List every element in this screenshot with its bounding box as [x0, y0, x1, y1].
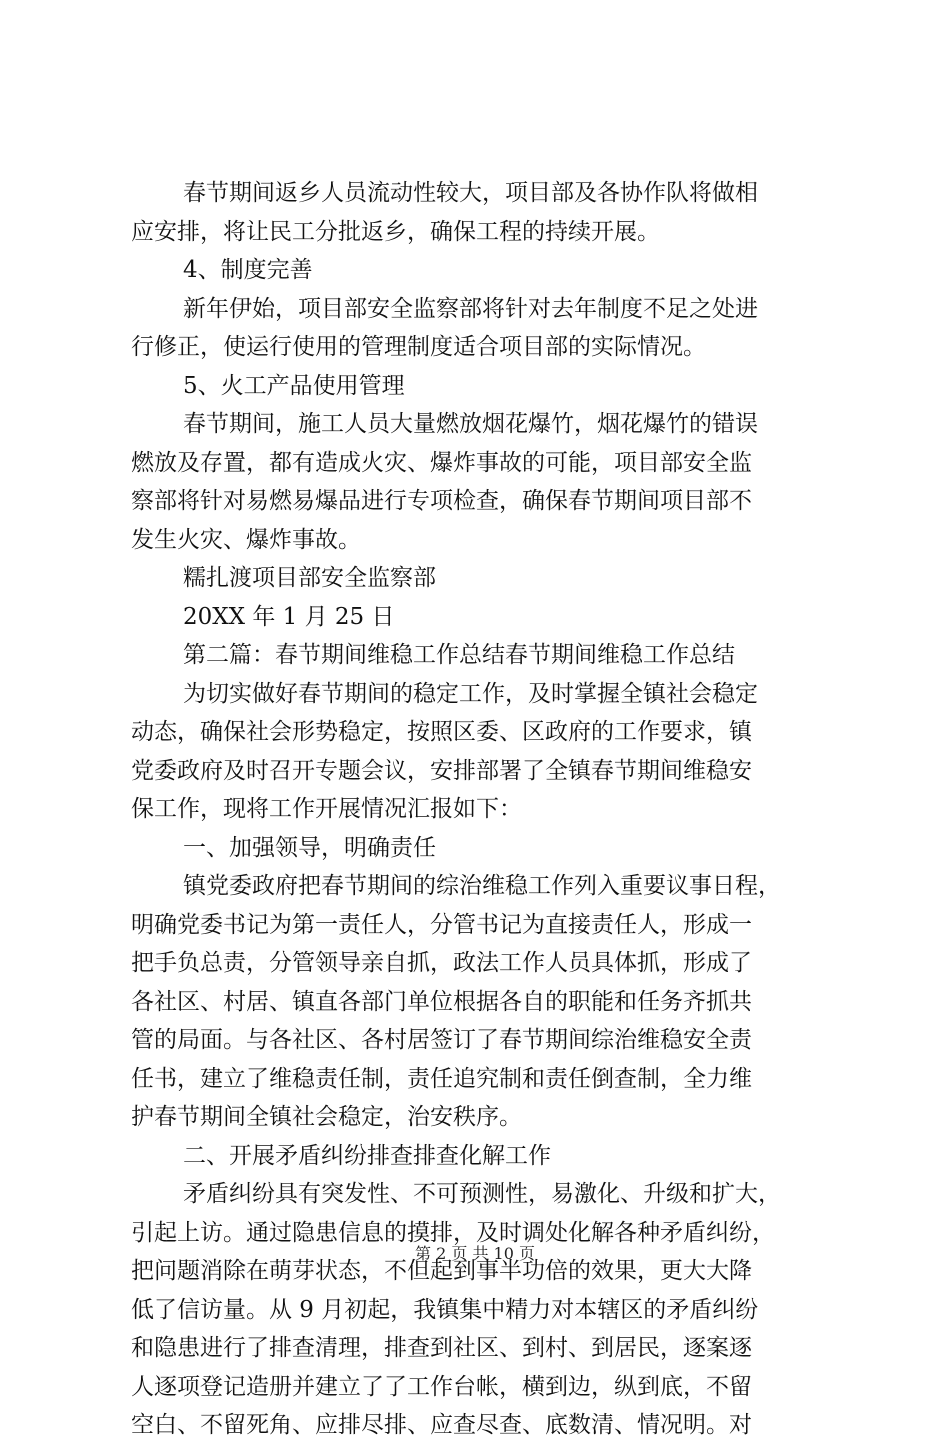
paragraph-line: 为切实做好春节期间的稳定工作，及时掌握全镇社会稳定 — [183, 680, 758, 707]
paragraph-line: 保工作，现将工作开展情况汇报如下： — [131, 796, 522, 822]
signature-date: 20XX 年 1 月 25 日 — [183, 603, 395, 630]
page-number-footer: 第 2 页 共 10 页 — [415, 1244, 535, 1263]
paragraph-line: 明确党委书记为第一责任人，分管书记为直接责任人，形成一 — [131, 911, 752, 938]
paragraph-line: 春节期间，施工人员大量燃放烟花爆竹，烟花爆竹的错误 — [183, 411, 758, 437]
paragraph-line: 党委政府及时召开专题会议，安排部署了全镇春节期间维稳安 — [131, 757, 752, 784]
paragraph-line: 镇党委政府把春节期间的综治维稳工作列入重要议事日程， — [183, 873, 781, 899]
chapter-title: 第二篇：春节期间维稳工作总结春节期间维稳工作总结 — [183, 642, 735, 668]
paragraph-line: 应安排，将让民工分批返乡，确保工程的持续开展。 — [131, 218, 660, 245]
paragraph-line: 察部将针对易燃易爆品进行专项检查，确保春节期间项目部不 — [131, 488, 752, 514]
paragraph-line: 把问题消除在萌芽状态，不但起到事半功倍的效果，更大大降 — [131, 1258, 752, 1284]
paragraph-line: 引起上访。通过隐患信息的摸排，及时调处化解各种矛盾纠纷， — [131, 1219, 775, 1246]
paragraph-line: 把手负总责，分管领导亲自抓，政法工作人员具体抓，形成了 — [131, 950, 752, 976]
section-heading: 一、加强领导，明确责任 — [183, 834, 436, 861]
section-heading: 5、火工产品使用管理 — [183, 372, 405, 399]
paragraph-line: 人逐项登记造册并建立了了工作台帐，横到边，纵到底，不留 — [131, 1373, 752, 1400]
section-heading: 4、制度完善 — [183, 257, 313, 283]
paragraph-line: 各社区、村居、镇直各部门单位根据各自的职能和任务齐抓共 — [131, 988, 752, 1015]
paragraph-line: 春节期间返乡人员流动性较大，项目部及各协作队将做相 — [183, 180, 758, 206]
paragraph-line: 新年伊始，项目部安全监察部将针对去年制度不足之处进 — [183, 295, 758, 322]
paragraph-line: 燃放及存置，都有造成火灾、爆炸事故的可能，项目部安全监 — [131, 449, 752, 476]
signature-organization: 糯扎渡项目部安全监察部 — [183, 565, 436, 591]
paragraph-line: 低了信访量。从 9 月初起，我镇集中精力对本辖区的矛盾纠纷 — [131, 1296, 759, 1323]
paragraph-line: 行修正，使运行使用的管理制度适合项目部的实际情况。 — [131, 334, 706, 360]
paragraph-line: 动态，确保社会形势稳定，按照区委、区政府的工作要求，镇 — [131, 719, 752, 745]
paragraph-line: 和隐患进行了排查清理，排查到社区、到村、到居民，逐案逐 — [131, 1335, 752, 1361]
paragraph-line: 护春节期间全镇社会稳定，治安秩序。 — [131, 1104, 522, 1130]
paragraph-line: 空白、不留死角、应排尽排、应查尽查、底数清、情况明。对 — [131, 1412, 752, 1438]
section-heading: 二、开展矛盾纠纷排查排查化解工作 — [183, 1142, 551, 1169]
paragraph-line: 管的局面。与各社区、各村居签订了春节期间综治维稳安全责 — [131, 1027, 752, 1053]
paragraph-line: 发生火灾、爆炸事故。 — [131, 526, 361, 553]
paragraph-line: 任书，建立了维稳责任制，责任追究制和责任倒查制，全力维 — [131, 1065, 752, 1092]
paragraph-line: 矛盾纠纷具有突发性、不可预测性，易激化、升级和扩大， — [183, 1181, 781, 1207]
